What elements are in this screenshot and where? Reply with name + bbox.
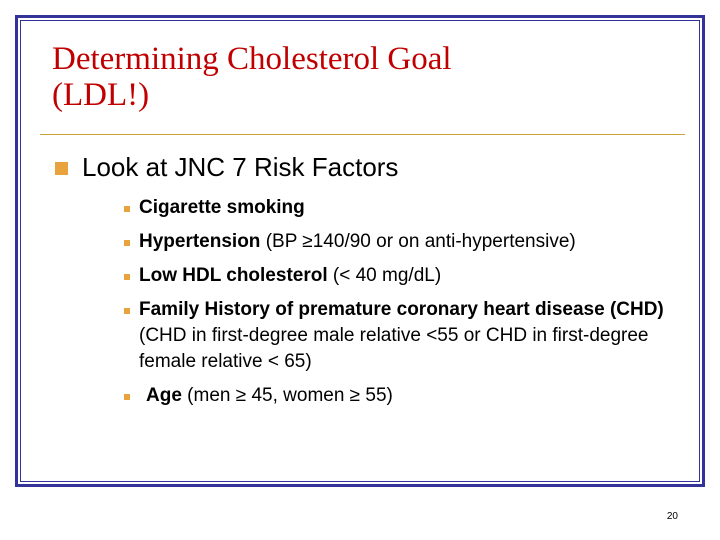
risk-factor-item [122,229,682,255]
risk-factor-item [122,297,682,375]
main-bullet-text: Look at JNC 7 Risk Factors [82,152,399,182]
small-square-bullet-icon [124,394,130,400]
risk-factor-name: Family History of premature coronary heart disease (CHD) [139,299,664,320]
risk-factor-name: Cigarette smoking [139,197,305,218]
small-square-bullet-icon [124,274,130,280]
risk-factor-detail: (CHD in first-degree male relative <55 or CHD in first-degree female relative < 65) [139,325,649,372]
risk-factor-name: Low HDL cholesterol [139,265,328,286]
risk-factor-name: Age [146,385,182,406]
page-number: 20 [666,511,678,522]
slide-title [52,41,652,113]
risk-factor-item [122,383,682,409]
slide-title-line-1: Determining Cholesterol Goal [52,41,452,77]
risk-factor-item [122,263,682,289]
title-divider [40,134,685,135]
square-bullet-icon [55,162,68,175]
slide-title-line-2: (LDL!) [52,77,150,113]
risk-factor-detail: (BP ≥140/90 or on anti-hypertensive) [260,231,576,252]
risk-factor-list [122,195,682,417]
risk-factor-detail: (< 40 mg/dL) [327,265,442,286]
risk-factor-name: Hypertension [139,231,261,252]
main-bullet [55,152,398,183]
small-square-bullet-icon [124,240,130,246]
risk-factor-item [122,195,682,221]
small-square-bullet-icon [124,308,130,314]
small-square-bullet-icon [124,206,130,212]
risk-factor-detail: (men ≥ 45, women ≥ 55) [181,385,393,406]
